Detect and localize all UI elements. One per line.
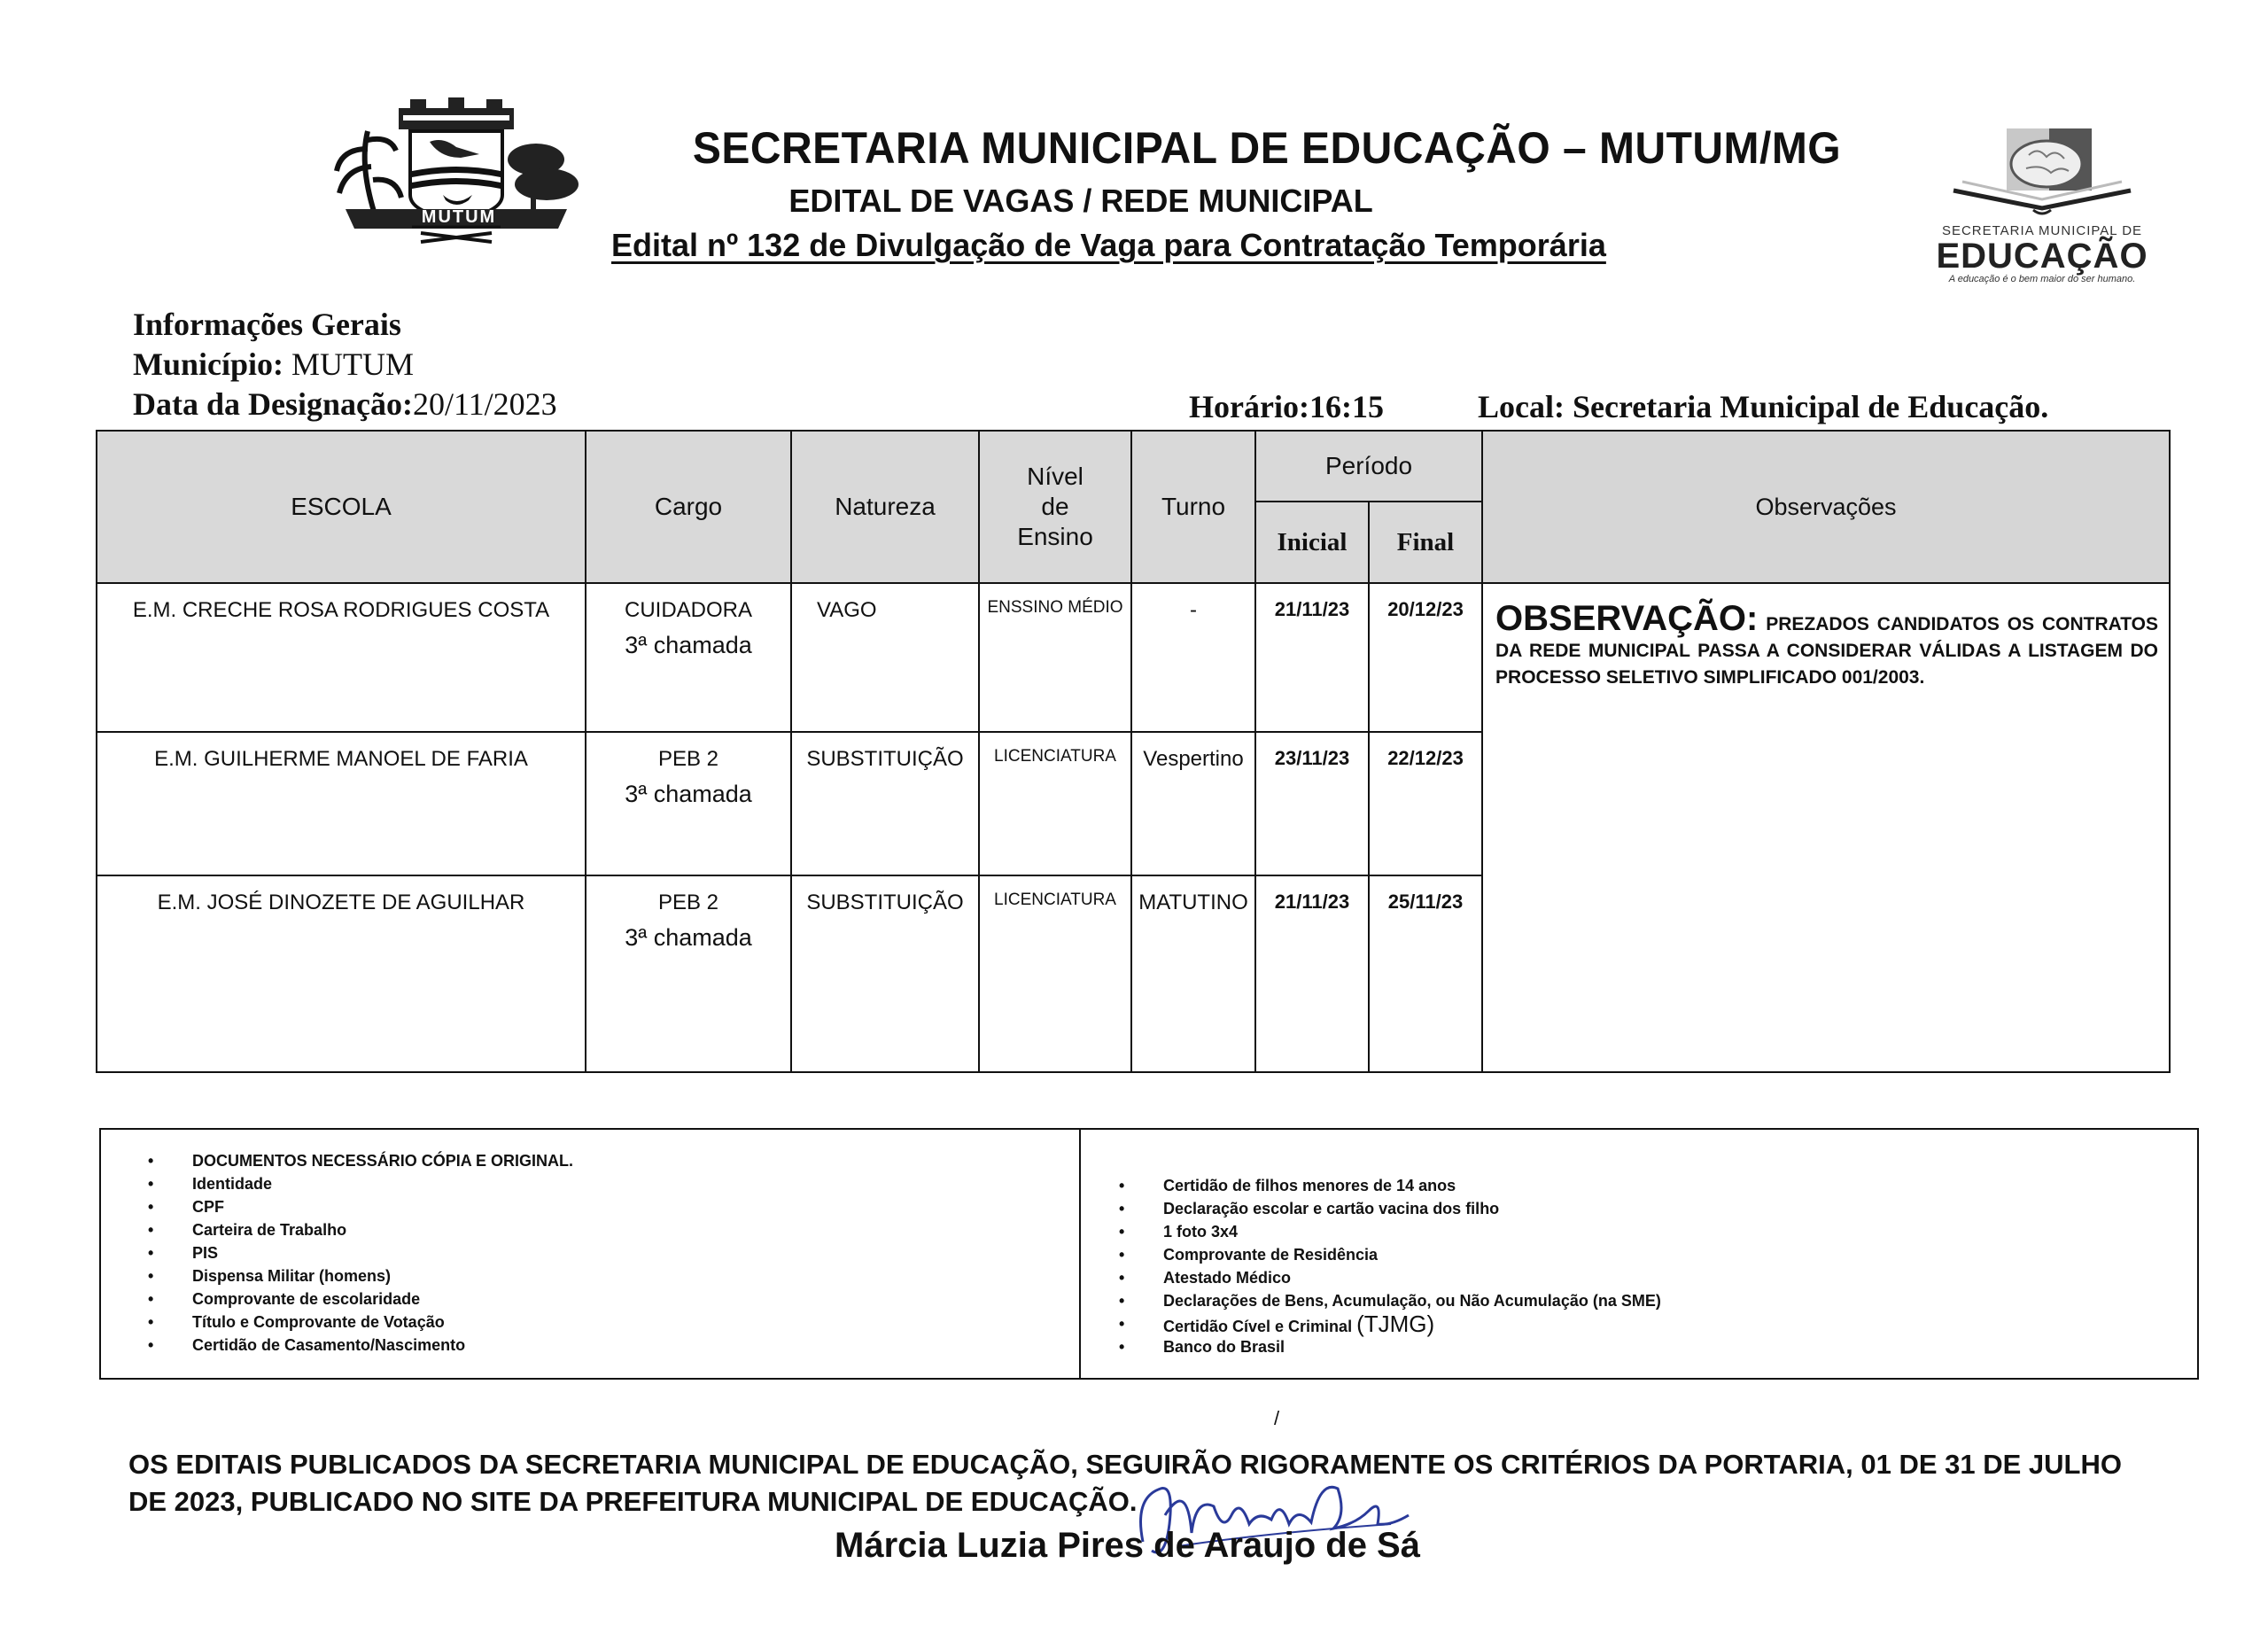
cell-final: 22/12/23 [1369, 732, 1482, 875]
page-title: SECRETARIA MUNICIPAL DE EDUCAÇÃO – MUTUM/MG [692, 123, 1842, 173]
col-header-inicial: Inicial [1255, 502, 1369, 583]
list-item [1119, 1174, 1661, 1197]
bullet-icon: • [1119, 1177, 1125, 1194]
document-item-label: Certidão Cível e Criminal [1163, 1318, 1353, 1335]
logo-tagline: A educação é o bem maior do ser humano. [1948, 274, 2136, 284]
col-header-observacoes: Observações [1482, 431, 2170, 583]
cell-turno: Vespertino [1131, 732, 1255, 875]
cell-nivel: LICENCIATURA [979, 875, 1131, 1072]
document-item-label: Título e Comprovante de Votação [192, 1313, 445, 1331]
cell-inicial: 21/11/23 [1255, 583, 1369, 732]
bullet-icon: • [1119, 1246, 1125, 1264]
document-item-label: Dispensa Militar (homens) [192, 1267, 392, 1285]
col-header-cargo: Cargo [586, 431, 791, 583]
document-item-label: Comprovante de escolaridade [192, 1290, 421, 1308]
bullet-icon: • [148, 1221, 154, 1239]
document-item-label: Atestado Médico [1163, 1269, 1292, 1287]
cell-nivel: ENSSINO MÉDIO [979, 583, 1131, 732]
list-item [148, 1264, 573, 1287]
documents-list-left [148, 1149, 574, 1357]
document-item-label: Identidade [192, 1175, 273, 1193]
list-item [1119, 1289, 1661, 1312]
list-item [1119, 1266, 1661, 1289]
bullet-icon: • [1119, 1315, 1125, 1333]
nivel-header-line3: Ensino [1017, 523, 1093, 550]
col-header-natureza: Natureza [791, 431, 979, 583]
document-item-label: 1 foto 3x4 [1163, 1223, 1239, 1241]
chamada-value: 3ª chamada [625, 632, 752, 658]
bullet-icon: • [1119, 1200, 1125, 1217]
municipio-value: MUTUM [284, 346, 415, 382]
cell-cargo [586, 875, 791, 1072]
list-item [148, 1149, 574, 1172]
cargo-value: PEB 2 [657, 891, 719, 914]
municipio-label: Município: [133, 346, 284, 382]
cell-turno: - [1131, 583, 1255, 732]
cell-final: 20/12/23 [1369, 583, 1482, 732]
list-item [148, 1311, 573, 1334]
bullet-icon: • [148, 1244, 154, 1262]
cell-escola: E.M. GUILHERME MANOEL DE FARIA [97, 732, 586, 875]
document-item-label: Certidão de filhos menores de 14 anos [1163, 1177, 1456, 1194]
bullet-icon: • [148, 1175, 154, 1193]
col-header-turno: Turno [1131, 431, 1255, 583]
documents-left-column [101, 1130, 1081, 1378]
data-label: Data da Designação: [133, 386, 413, 422]
list-item [148, 1287, 573, 1311]
col-header-final: Final [1369, 502, 1482, 583]
info-title: Informações Gerais [133, 307, 401, 342]
list-item [148, 1218, 573, 1241]
info-local: Local: Secretaria Municipal de Educação. [1478, 389, 2049, 424]
bullet-icon: • [148, 1290, 154, 1308]
cargo-value: CUIDADORA [624, 598, 752, 622]
bullet-icon: • [148, 1152, 154, 1170]
observacao-text: PREZADOS CANDIDATOS OS CONTRATOS DA REDE MUNICIPAL PASSA A CONSIDERAR VÁLIDAS A LISTAGEM DO PROCESSO SELETIVO SIMPLIFICADO 001/2003. [1495, 614, 2159, 688]
documents-right-column [1081, 1130, 2197, 1378]
education-secretariat-logo [1918, 120, 2166, 297]
vacancies-table [96, 430, 2171, 1073]
col-header-nivel-ensino [979, 431, 1131, 583]
list-item [1119, 1243, 1661, 1266]
list-item [1119, 1197, 1661, 1220]
info-data-designacao [133, 385, 557, 423]
logo-line-1: SECRETARIA MUNICIPAL DE [1941, 223, 2143, 238]
cell-escola: E.M. CRECHE ROSA RODRIGUES COSTA [97, 583, 586, 732]
document-item-label: CPF [192, 1198, 224, 1216]
table-row [97, 583, 2170, 732]
observacao-block [1495, 599, 2159, 691]
document-item-label: Comprovante de Residência [1163, 1246, 1379, 1264]
documents-list-right [1119, 1174, 1661, 1358]
list-item [1119, 1220, 1661, 1243]
required-documents-box [99, 1128, 2199, 1380]
list-item [148, 1241, 573, 1264]
cell-inicial: 21/11/23 [1255, 875, 1369, 1072]
cell-turno: MATUTINO [1131, 875, 1255, 1072]
document-item-label: Banco do Brasil [1163, 1338, 1285, 1356]
bullet-icon: • [1119, 1269, 1125, 1287]
logo-line-2: EDUCAÇÃO [1936, 237, 2148, 276]
cell-final: 25/11/23 [1369, 875, 1482, 1072]
bullet-icon: • [148, 1313, 154, 1331]
signer-name: Márcia Luzia Pires de Araujo de Sá [835, 1526, 1420, 1565]
document-item-label: Certidão de Casamento/Nascimento [192, 1336, 466, 1354]
coat-of-arms-label: MUTUM [421, 207, 497, 227]
bullet-icon: • [1119, 1292, 1125, 1310]
nivel-header-line1: Nível [1027, 463, 1084, 490]
nivel-header-line2: de [1041, 493, 1069, 520]
list-item [1119, 1311, 1661, 1337]
list-item [148, 1334, 573, 1357]
horario-value: 16:15 [1309, 389, 1384, 424]
cell-observacao [1482, 583, 2170, 1072]
data-value: 20/11/2023 [412, 386, 557, 422]
brain-book-icon [1945, 120, 2140, 217]
list-item [148, 1195, 573, 1218]
chamada-value: 3ª chamada [625, 924, 752, 951]
col-header-periodo: Período [1255, 431, 1482, 502]
bullet-icon: • [1119, 1223, 1125, 1241]
document-item-label: PIS [192, 1244, 219, 1262]
list-item [148, 1172, 573, 1195]
cell-cargo [586, 732, 791, 875]
mutum-coat-of-arms [315, 96, 598, 246]
document-item-label: Declarações de Bens, Acumulação, ou Não Acumulação (na SME) [1163, 1292, 1661, 1310]
col-header-escola: ESCOLA [97, 431, 586, 583]
cell-escola: E.M. JOSÉ DINOZETE DE AGUILHAR [97, 875, 586, 1072]
bullet-icon: • [148, 1336, 154, 1354]
document-item-label: DOCUMENTOS NECESSÁRIO CÓPIA E ORIGINAL. [192, 1152, 574, 1170]
observacao-label: OBSERVAÇÃO: [1495, 599, 1759, 638]
cell-natureza: SUBSTITUIÇÃO [791, 732, 979, 875]
bullet-icon: • [148, 1267, 154, 1285]
info-horario [1189, 388, 1384, 425]
cell-inicial: 23/11/23 [1255, 732, 1369, 875]
cell-cargo [586, 583, 791, 732]
horario-label: Horário: [1189, 389, 1309, 424]
document-item-label: Declaração escolar e cartão vacina dos filho [1163, 1200, 1500, 1217]
bullet-icon: • [1119, 1338, 1125, 1356]
tjmg-suffix: (TJMG) [1356, 1311, 1435, 1337]
cell-natureza: VAGO [791, 583, 979, 732]
page-subtitle: EDITAL DE VAGAS / REDE MUNICIPAL [788, 183, 1373, 219]
stray-mark: / [1274, 1407, 1280, 1429]
footer-notice: OS EDITAIS PUBLICADOS DA SECRETARIA MUNICIPAL DE EDUCAÇÃO, SEGUIRÃO RIGORAMENTE OS CRITÉRIOS DA PORTARIA, 01 DE 31 DE JULHO DE 2023, PUBLICADO NO SITE DA PREFEITURA MUNICIPAL DE EDUCAÇÃO. [128, 1449, 2122, 1517]
info-municipio [133, 346, 414, 383]
document-item-label: Carteira de Trabalho [192, 1221, 347, 1239]
edital-title: Edital nº 132 de Divulgação de Vaga para Contratação Temporária [611, 227, 1606, 263]
bullet-icon: • [148, 1198, 154, 1216]
cargo-value: PEB 2 [657, 747, 719, 771]
chamada-value: 3ª chamada [625, 781, 752, 807]
cell-nivel: LICENCIATURA [979, 732, 1131, 875]
cell-natureza: SUBSTITUIÇÃO [791, 875, 979, 1072]
list-item [1119, 1335, 1661, 1358]
